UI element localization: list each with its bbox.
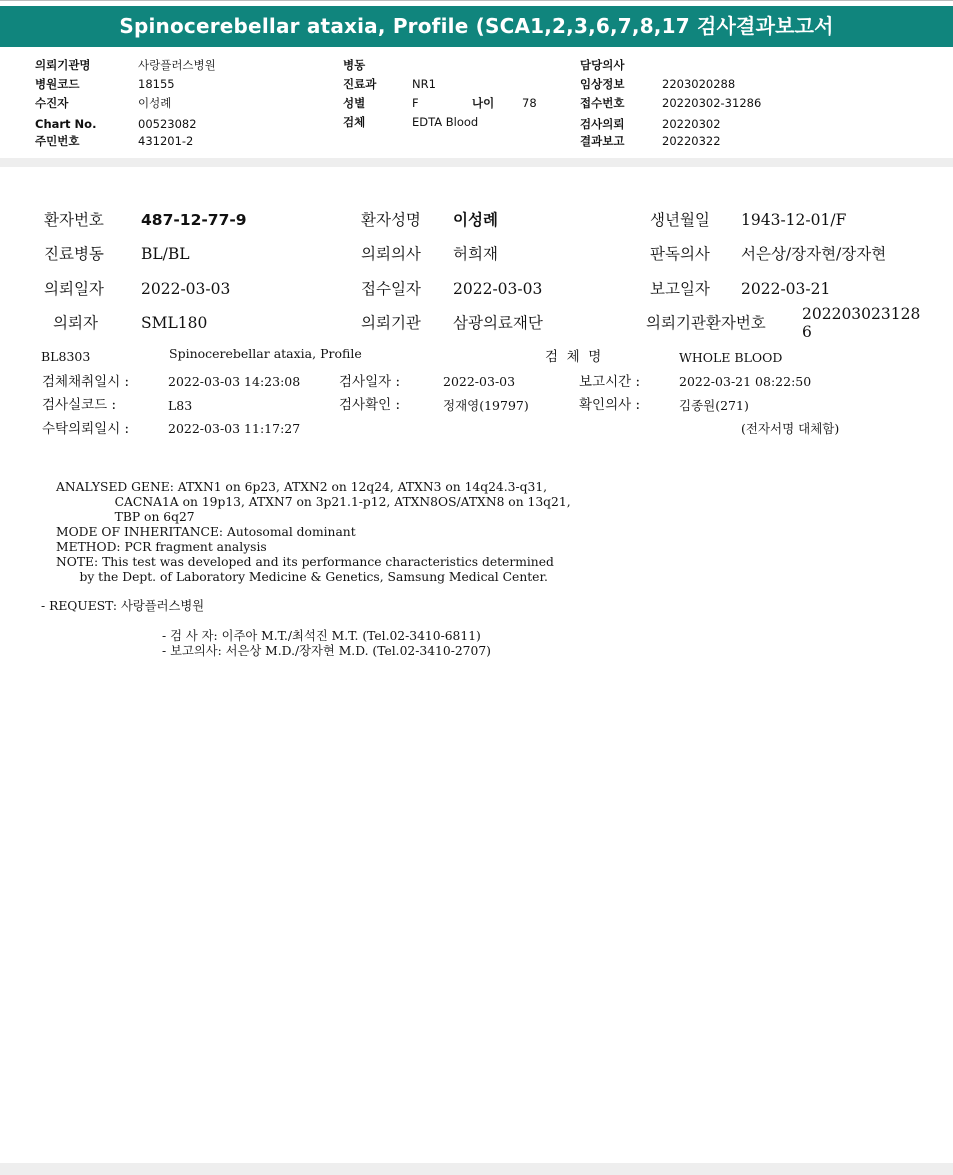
outsource: 2022-03-03 11:17:27	[168, 421, 301, 436]
specimen-name: WHOLE BLOOD	[679, 350, 783, 365]
ward-label-2: 진료병동	[44, 245, 104, 263]
ref-doctor: 허희재	[453, 245, 498, 263]
staff-line-reporter: - 보고의사: 서은상 M.D./장자현 M.D. (Tel.02-3410-2707)	[162, 644, 491, 658]
notes-line: by the Dept. of Laboratory Medicine & Genetics, Samsung Medical Center.	[56, 570, 548, 584]
sex: F	[412, 96, 419, 110]
dept-label: 진료과	[343, 77, 377, 91]
ward-label: 병동	[343, 58, 366, 72]
inst-pid-label: 의뢰기관환자번호	[646, 314, 766, 332]
notes-line: METHOD: PCR fragment analysis	[56, 540, 267, 554]
hosp-code: 18155	[138, 77, 175, 91]
staff-line-tester: - 검 사 자: 이주아 M.T./최석진 M.T. (Tel.02-3410-6811)	[162, 629, 481, 643]
clinical-label: 임상정보	[580, 77, 625, 91]
pid: 487-12-77-9	[141, 211, 247, 229]
requester-label: 의뢰자	[53, 314, 98, 332]
age-label: 나이	[472, 96, 495, 110]
top-border	[0, 0, 953, 1]
notes-line: ANALYSED GENE: ATXN1 on 6p23, ATXN2 on 12q24, ATXN3 on 14q24.3-q31,	[56, 480, 548, 494]
ref-doctor-label: 의뢰의사	[361, 245, 421, 263]
report-date-label: 보고일자	[650, 280, 710, 298]
requester: SML180	[141, 314, 208, 332]
report-label: 결과보고	[580, 134, 625, 148]
test-date-label: 검사일자 :	[339, 374, 401, 390]
inst-pid-line1: 202203023128	[802, 305, 921, 323]
institution: 삼광의료재단	[453, 314, 543, 332]
request-date: 2022-03-03	[141, 280, 231, 298]
lab-code: L83	[168, 398, 193, 413]
request-label: 검사의뢰	[580, 117, 625, 131]
dept: NR1	[412, 77, 436, 91]
chart: 00523082	[138, 117, 197, 131]
institution-label: 의뢰기관	[361, 314, 421, 332]
doctor-label: 담당의사	[580, 58, 625, 72]
collect: 2022-03-03 14:23:08	[168, 374, 301, 389]
patient-label: 수진자	[35, 96, 69, 110]
receipt: 20220302-31286	[662, 96, 762, 110]
name-label: 환자성명	[361, 211, 421, 229]
hosp-name: 사랑플러스병원	[138, 58, 216, 72]
notes-line: NOTE: This test was developed and its performance characteristics determined	[56, 555, 554, 569]
dob: 1943-12-01/F	[741, 211, 847, 229]
report-date: 2022-03-21	[741, 280, 831, 298]
request-date-label: 의뢰일자	[44, 280, 104, 298]
specimen-label: 검체	[343, 115, 366, 129]
report: 20220322	[662, 134, 721, 148]
notes-line: CACNA1A on 19p13, ATXN7 on 3p21.1-p12, ATXN8OS/ATXN8 on 13q21,	[56, 495, 571, 509]
sex-label: 성별	[343, 96, 366, 110]
specimen-name-label: 검 체 명	[545, 349, 602, 365]
notes-line: TBP on 6q27	[56, 510, 195, 524]
specimen: EDTA Blood	[412, 115, 479, 129]
chart-label: Chart No.	[35, 117, 97, 131]
report-title: Spinocerebellar ataxia, Profile (SCA1,2,3,6,7,8,17 검사결과보고서	[0, 6, 953, 47]
dob-label: 생년월일	[650, 211, 710, 229]
patient: 이성례	[138, 96, 172, 110]
test-name: Spinocerebellar ataxia, Profile	[169, 346, 362, 361]
request: 20220302	[662, 117, 721, 131]
rrn-label: 주민번호	[35, 134, 80, 148]
lab-code-label: 검사실코드 :	[42, 397, 117, 413]
separator-band	[0, 158, 953, 167]
notes-line: MODE OF INHERITANCE: Autosomal dominant	[56, 525, 356, 539]
hosp-name-label: 의뢰기관명	[35, 58, 91, 72]
hosp-code-label: 병원코드	[35, 77, 80, 91]
test-date: 2022-03-03	[443, 374, 516, 389]
report-time-label: 보고시간 :	[579, 374, 641, 390]
reading-doctor-label: 판독의사	[650, 245, 710, 263]
esign-note: (전자서명 대체함)	[741, 421, 840, 436]
patient-name: 이성례	[453, 211, 498, 229]
receipt-date: 2022-03-03	[453, 280, 543, 298]
test-code: BL8303	[41, 349, 91, 364]
confirm: 정재영(19797)	[443, 398, 529, 413]
ward-2: BL/BL	[141, 245, 190, 263]
clinical: 2203020288	[662, 77, 736, 91]
bottom-band	[0, 1163, 953, 1175]
receipt-date-label: 접수일자	[361, 280, 421, 298]
reading-doctor: 서은상/장자현/장자현	[741, 245, 887, 263]
confirm-doc: 김종원(271)	[679, 398, 749, 413]
inst-pid-line2: 6	[802, 323, 812, 341]
collect-label: 검체채취일시 :	[42, 374, 130, 390]
outsource-label: 수탁의뢰일시 :	[42, 421, 130, 437]
rrn: 431201-2	[138, 134, 194, 148]
report-time: 2022-03-21 08:22:50	[679, 374, 812, 389]
request-line: - REQUEST: 사랑플러스병원	[41, 599, 205, 613]
receipt-label: 접수번호	[580, 96, 625, 110]
confirm-label: 검사확인 :	[339, 397, 401, 413]
age: 78	[522, 96, 537, 110]
pid-label: 환자번호	[44, 211, 104, 229]
confirm-doc-label: 확인의사 :	[579, 397, 641, 413]
